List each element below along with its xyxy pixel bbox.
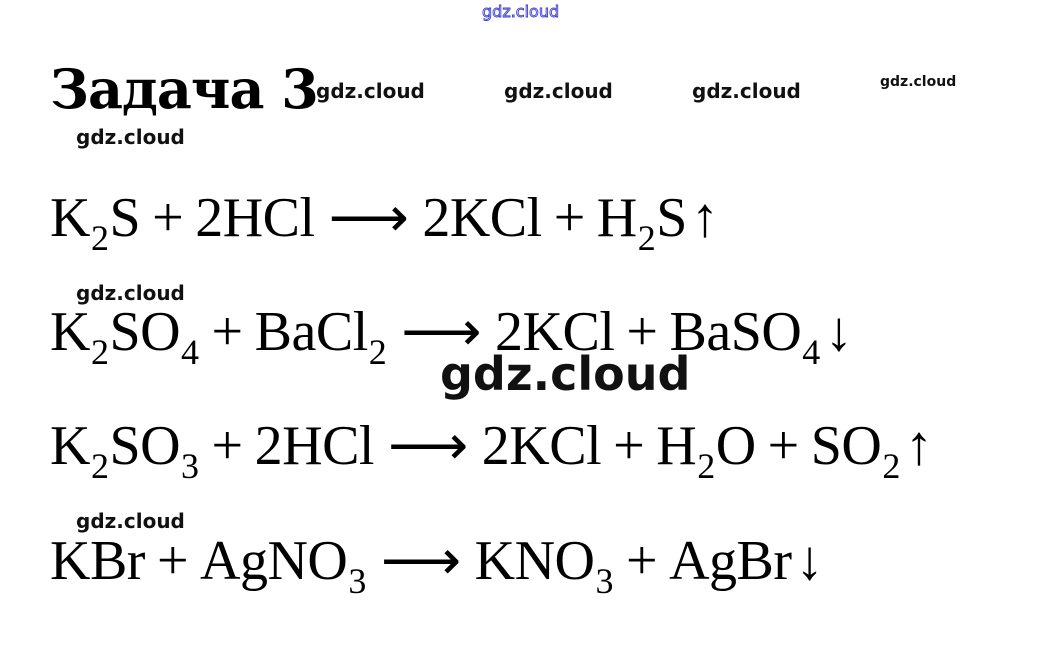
plus-sign: +	[211, 415, 243, 477]
subscript: 4	[802, 332, 820, 372]
subscript: 2	[637, 218, 656, 258]
formula-text: K	[50, 301, 90, 363]
subscript: 2	[90, 332, 109, 372]
plus-sign: +	[613, 415, 645, 477]
formula-text: AgNO	[200, 530, 348, 592]
watermark: gdz.cloud	[76, 509, 185, 533]
formula-text: BaSO	[669, 301, 802, 363]
subscript: 3	[595, 561, 613, 601]
subscript: 3	[348, 561, 366, 601]
formula-text: H	[596, 187, 637, 249]
gas-arrow-icon: ↑	[690, 187, 719, 249]
formula-text: 2HCl	[254, 415, 374, 477]
subscript: 2	[90, 218, 109, 258]
equation-1	[50, 187, 719, 258]
plus-sign: +	[211, 301, 243, 363]
gas-arrow-icon: ↑	[904, 415, 933, 477]
watermark: gdz.cloud	[692, 79, 801, 103]
reaction-arrow-icon: ⟶	[401, 301, 482, 363]
task-title: Задача 3	[50, 57, 318, 121]
formula-text: KBr	[50, 530, 145, 592]
watermark-large: gdz.cloud	[440, 347, 691, 401]
subscript: 2	[882, 446, 900, 486]
subscript: 2	[368, 332, 387, 372]
plus-sign: +	[767, 415, 799, 477]
formula-text: 2KCl	[481, 415, 602, 477]
plus-sign: +	[626, 301, 658, 363]
formula-text: S	[109, 187, 141, 249]
watermark: gdz.cloud	[880, 74, 957, 90]
precipitate-arrow-icon: ↓	[824, 301, 853, 363]
formula-text: O	[715, 415, 756, 477]
equation-4	[50, 530, 824, 601]
formula-text: 2HCl	[195, 187, 315, 249]
formula-text: H	[656, 415, 697, 477]
watermark: gdz.cloud	[76, 125, 185, 149]
formula-text: K	[50, 415, 90, 477]
formula-text: AgBr	[669, 530, 792, 592]
formula-text: BaCl	[254, 301, 368, 363]
reaction-arrow-icon: ⟶	[388, 415, 468, 477]
formula-text: K	[50, 187, 90, 249]
reaction-arrow-icon: ⟶	[328, 187, 409, 249]
subscript: 4	[181, 332, 199, 372]
watermark: gdz.cloud	[76, 281, 185, 305]
formula-text: KNO	[474, 530, 595, 592]
subscript: 2	[697, 446, 715, 486]
plus-sign: +	[156, 530, 189, 592]
reaction-arrow-icon: ⟶	[380, 530, 461, 592]
subscript: 2	[90, 446, 109, 486]
formula-text: SO	[109, 301, 181, 363]
watermark: gdz.cloud	[316, 79, 425, 103]
formula-text: SO	[109, 415, 181, 477]
plus-sign: +	[152, 187, 184, 249]
watermark: gdz.cloud	[504, 79, 613, 103]
subscript: 3	[181, 446, 199, 486]
precipitate-arrow-icon: ↓	[795, 530, 824, 592]
watermark-top: gdz.cloud	[482, 2, 560, 21]
formula-text: 2KCl	[495, 301, 615, 363]
formula-text: SO	[810, 415, 882, 477]
equation-3	[50, 415, 933, 486]
formula-text: 2KCl	[422, 187, 542, 249]
formula-text: S	[656, 187, 687, 249]
plus-sign: +	[625, 530, 658, 592]
plus-sign: +	[553, 187, 585, 249]
